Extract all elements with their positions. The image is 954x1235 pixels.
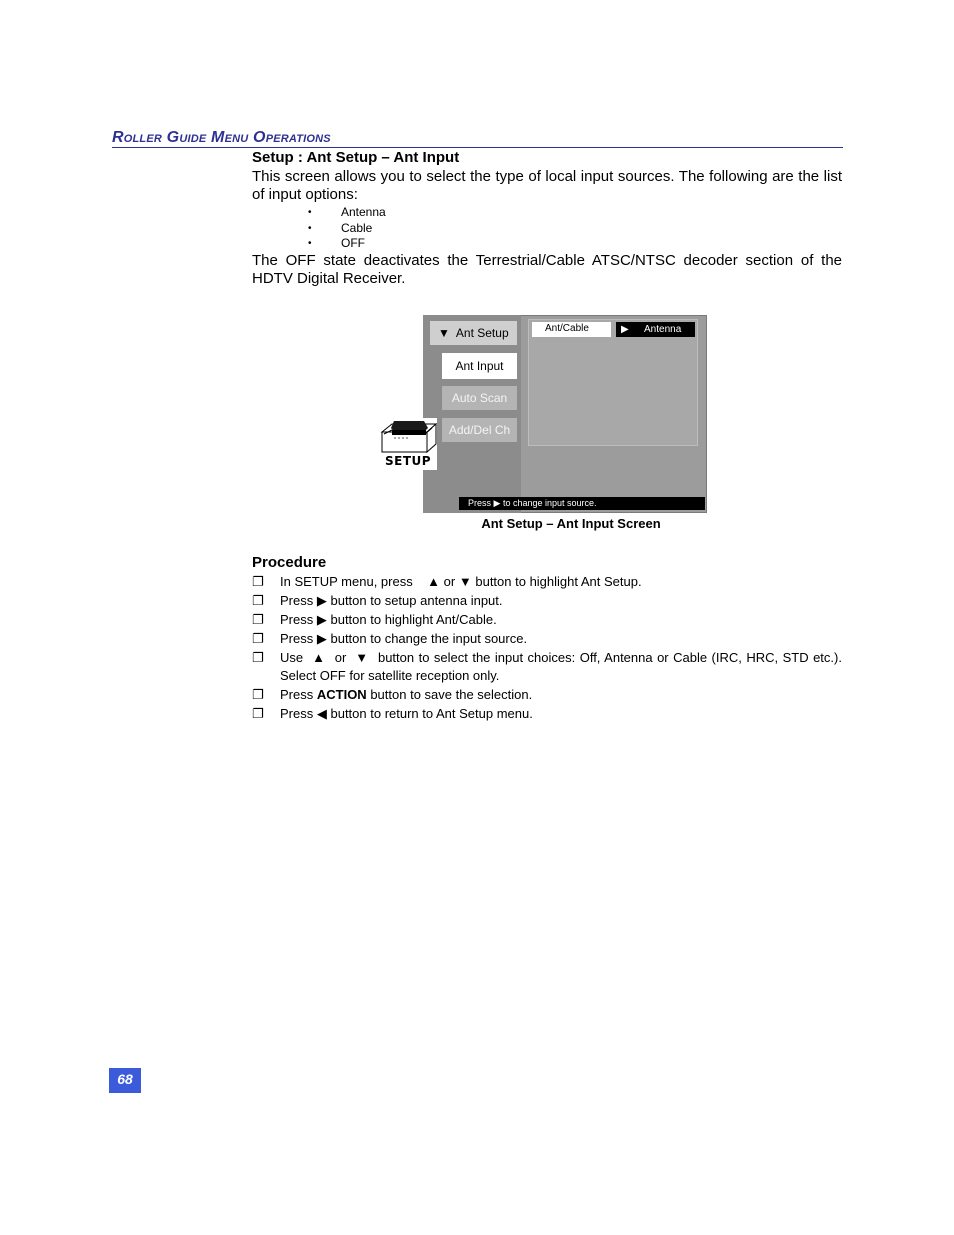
down-triangle-icon: ▼ bbox=[458, 574, 472, 589]
procedure-title: Procedure bbox=[252, 554, 327, 571]
list-item: ❐ Press ▶ button to change the input source. bbox=[252, 631, 528, 646]
checkbox-icon: ❐ bbox=[252, 706, 264, 721]
checkbox-icon: ❐ bbox=[252, 574, 264, 589]
right-triangle-icon: ▶ bbox=[316, 593, 327, 608]
subsection-title: Setup : Ant Setup – Ant Input bbox=[252, 149, 460, 166]
right-triangle-icon: ▶ bbox=[621, 324, 629, 335]
ant-cable-value[interactable]: ▶ Antenna bbox=[616, 322, 695, 337]
right-triangle-icon: ▶ bbox=[316, 631, 327, 646]
list-item: • OFF bbox=[308, 236, 365, 250]
list-item: ❐ In SETUP menu, press ▲ or ▼ button to highlight Ant Setup. bbox=[252, 574, 642, 589]
down-triangle-icon: ▼ bbox=[355, 650, 370, 665]
list-item: ❐ Use ▲ or ▼ button to select the input choices: Off, Antenna or Cable (IRC, HRC, STD etc.). Select OFF for satellite reception only. bbox=[252, 650, 842, 683]
list-item: ❐ Press ▶ button to setup antenna input. bbox=[252, 593, 503, 608]
off-state-paragraph: The OFF state deactivates the Terrestrial/Cable ATSC/NTSC decoder section of the HDTV Digital Receiver. bbox=[252, 252, 842, 287]
up-triangle-icon: ▲ bbox=[427, 574, 441, 589]
section-title: Roller Guide Menu Operations bbox=[112, 128, 843, 148]
checkbox-icon: ❐ bbox=[252, 593, 264, 608]
menu-item-add-del-ch[interactable]: Add/Del Ch bbox=[442, 418, 517, 442]
list-item: • Cable bbox=[308, 220, 373, 235]
intro-paragraph: This screen allows you to select the type of local input sources. The following are the list of input options: bbox=[252, 168, 842, 203]
list-item: • Antenna bbox=[308, 205, 386, 219]
setup-box-graphic bbox=[380, 418, 437, 456]
checkbox-icon: ❐ bbox=[252, 631, 264, 646]
menu-item-ant-setup[interactable]: ▼ Ant Setup bbox=[430, 321, 517, 345]
hint-bar: Press ▶ to change input source. bbox=[459, 497, 705, 510]
option-list bbox=[306, 205, 386, 252]
up-triangle-icon: ▲ bbox=[312, 650, 326, 665]
list-item: ❐ Press ACTION button to save the selection. bbox=[252, 687, 533, 702]
setup-box-icon: SETUP bbox=[380, 418, 437, 470]
ant-cable-label: Ant/Cable bbox=[532, 322, 611, 337]
down-triangle-icon: ▼ bbox=[438, 326, 450, 340]
settings-panel bbox=[528, 319, 698, 446]
checkbox-icon: ❐ bbox=[252, 612, 264, 627]
checkbox-icon: ❐ bbox=[252, 687, 264, 702]
figure-caption: Ant Setup – Ant Input Screen bbox=[481, 516, 661, 531]
right-triangle-icon: ▶ bbox=[493, 498, 501, 508]
checkbox-icon: ❐ bbox=[252, 650, 264, 665]
menu-item-ant-input[interactable]: Ant Input bbox=[442, 353, 517, 379]
procedure-steps bbox=[252, 573, 842, 724]
page-number: 68 bbox=[109, 1068, 141, 1093]
left-triangle-icon: ◀ bbox=[316, 706, 327, 721]
list-item: ❐ Press ▶ button to highlight Ant/Cable. bbox=[252, 612, 497, 627]
menu-item-auto-scan[interactable]: Auto Scan bbox=[442, 386, 517, 410]
right-triangle-icon: ▶ bbox=[316, 612, 327, 627]
list-item: ❐ Press ◀ button to return to Ant Setup menu. bbox=[252, 706, 533, 721]
